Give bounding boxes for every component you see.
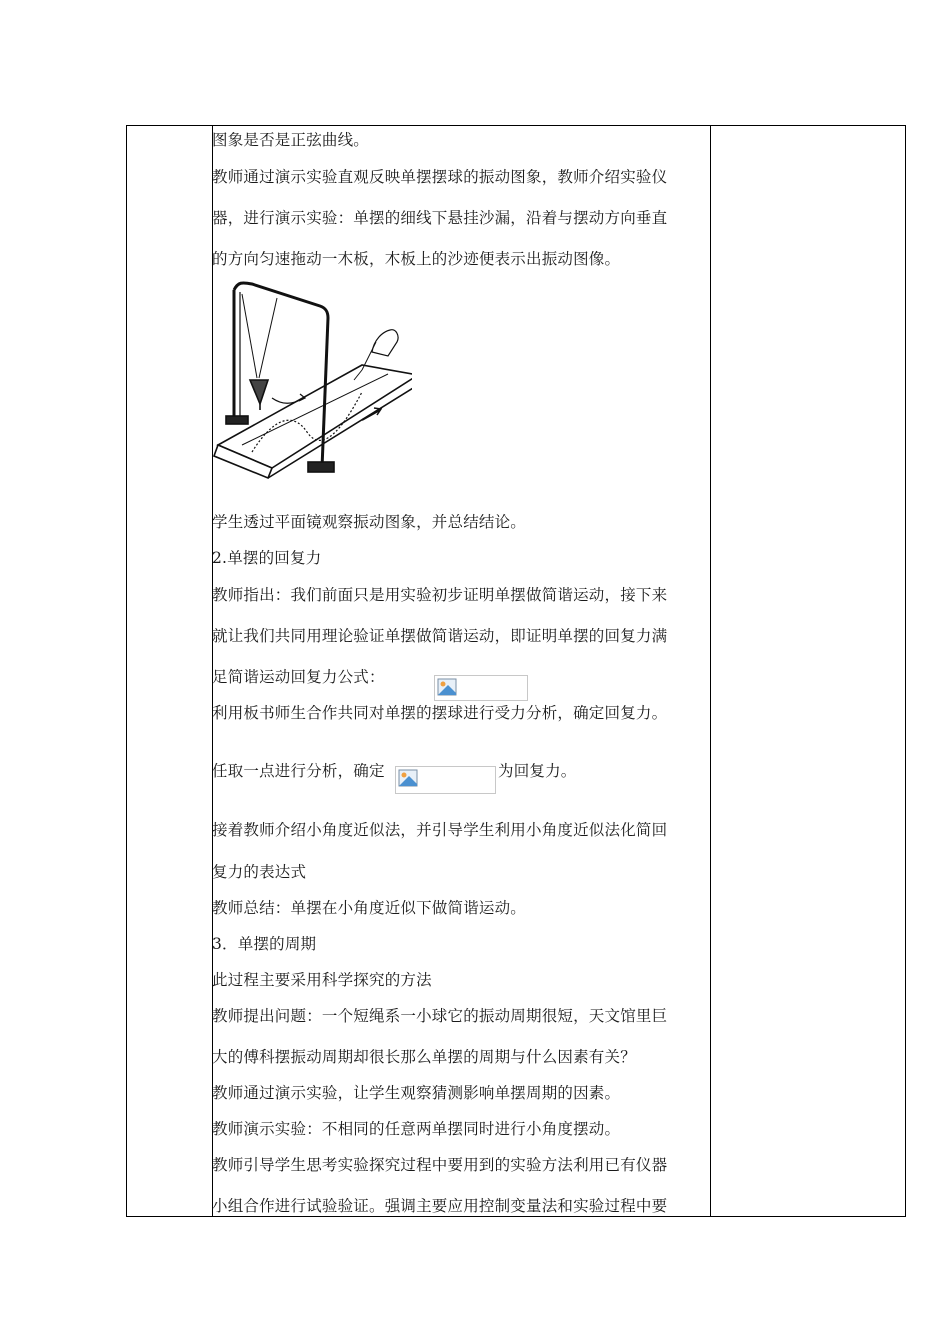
text-line: 复力的表达式	[212, 863, 307, 881]
text-line: 教师总结：单摆在小角度近似下做简谐运动。	[212, 899, 527, 917]
text-line: 学生透过平面镜观察振动图象，并总结结论。	[212, 513, 527, 531]
text-line: 利用板书师生合作共同对单摆的摆球进行受力分析，确定回复力。	[212, 704, 668, 722]
formula-image-placeholder	[395, 766, 496, 794]
text-line: 教师指出：我们前面只是用实验初步证明单摆做简谐运动，接下来	[212, 586, 668, 604]
text-line: 教师通过演示实验直观反映单摆摆球的振动图象，教师介绍实验仪	[212, 168, 668, 186]
text-line: 器，进行演示实验：单摆的细线下悬挂沙漏，沿着与摆动方向垂直	[212, 209, 668, 227]
text-line: 大的傅科摆振动周期却很长那么单摆的周期与什么因素有关？	[212, 1048, 636, 1066]
text-line: 此过程主要采用科学探究的方法	[212, 971, 432, 989]
text-line: 图象是否是正弦曲线。	[212, 131, 370, 149]
section-heading: 3．单摆的周期	[212, 935, 317, 953]
text-line: 教师引导学生思考实验探究过程中要用到的实验方法利用已有仪器	[212, 1156, 668, 1174]
text-line: 为回复力。	[498, 762, 577, 780]
text-line: 就让我们共同用理论验证单摆做简谐运动，即证明单摆的回复力满	[212, 627, 668, 645]
text-line: 足简谐运动回复力公式：	[212, 668, 385, 686]
section-heading: 2.单摆的回复力	[212, 549, 322, 567]
text-line: 教师提出问题：一个短绳系一小球它的振动周期很短，天文馆里巨	[212, 1007, 668, 1025]
broken-image-icon	[437, 678, 457, 696]
column-divider-right	[710, 126, 711, 1216]
broken-image-icon	[398, 769, 418, 787]
text-line: 小组合作进行试验验证。强调主要应用控制变量法和实验过程中要	[212, 1197, 668, 1215]
text-line: 教师演示实验：不相同的任意两单摆同时进行小角度摆动。	[212, 1120, 621, 1138]
text-line: 的方向匀速拖动一木板，木板上的沙迹便表示出振动图像。	[212, 250, 621, 268]
text-line: 任取一点进行分析，确定	[212, 762, 385, 780]
sand-pendulum-illustration	[212, 280, 412, 485]
formula-image-placeholder	[434, 675, 528, 701]
text-line: 接着教师介绍小角度近似法，并引导学生利用小角度近似法化简回	[212, 821, 668, 839]
text-line: 教师通过演示实验，让学生观察猜测影响单摆周期的因素。	[212, 1084, 621, 1102]
